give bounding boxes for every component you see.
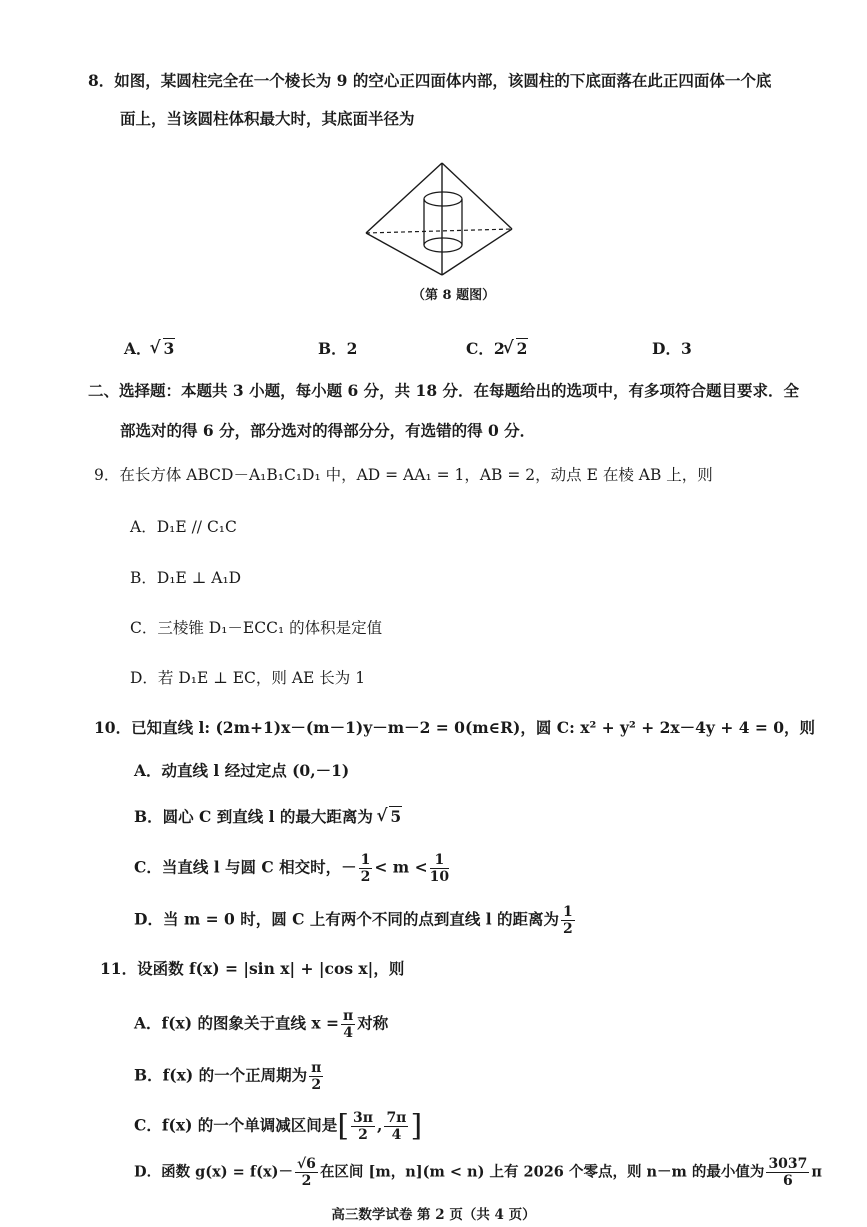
q10-option-b-value: 5 [390,807,402,826]
fraction [309,1060,323,1093]
section2-instructions-line2: 部选对的得 6 分，部分选对的得部分分，有选错的得 0 分． [120,421,536,440]
q10-option-b-text: B．圆心 C 到直线 l 的最大距离为 [134,807,379,826]
right-bracket: ] [410,1108,423,1144]
q10-option-d-text: D．当 m = 0 时，圆 C 上有两个不同的点到直线 l 的距离为 [134,909,560,929]
fraction [561,904,575,937]
q11-option-a-text: A．f(x) 的图象关于直线 x = [134,1013,340,1033]
numerator: 1 [360,852,371,868]
tetrahedron-cylinder-figure [362,157,522,287]
denominator: 2 [311,1077,322,1093]
q8-option-c [466,338,528,360]
q11-option-d-middle: 在区间 [m，n](m < n) 上有 2026 个零点，则 n－m 的最小值为 [319,1163,765,1181]
fraction [359,852,373,885]
q11-option-c [134,1110,422,1143]
q9-option-d: D．若 D₁E ⊥ EC，则 AE 长为 1 [130,669,366,687]
numerator: √6 [296,1156,316,1172]
q8-stem-line2: 面上，当该圆柱体积最大时，其底面半径为 [120,109,415,128]
fraction [351,1110,375,1143]
inequality-middle: < m < [374,857,428,877]
q11-option-b [134,1060,325,1093]
q10-option-c-text: C．当直线 l 与圆 C 相交时， [134,857,342,877]
numerator: 1 [430,852,449,869]
denominator: 2 [563,921,573,937]
fraction [341,1008,355,1041]
q11-option-c-text: C．f(x) 的一个单调减区间是 [134,1115,338,1135]
q10-stem: 10．已知直线 l: (2m+1)x－(m－1)y－m－2 = 0(m∈R)，圆 C: x² + y² + 2x－4y + 4 = 0，则 [94,718,816,737]
fraction [295,1156,318,1189]
page-footer: 高三数学试卷 第 2 页（共 4 页） [331,1207,536,1223]
numerator: π [343,1008,354,1024]
q11-option-b-text: B．f(x) 的一个正周期为 [134,1065,308,1085]
denominator: 10 [429,869,450,885]
numerator: 3037 [768,1156,808,1172]
sqrt-symbol [152,338,176,360]
numerator: 7π [386,1110,407,1126]
q11-option-d [134,1156,822,1189]
q9-option-a: A．D₁E // C₁C [130,518,237,536]
q8-figure-caption: （第 8 题图） [412,288,496,303]
fraction [766,1156,809,1189]
denominator: 2 [360,869,371,885]
q11-stem: 11．设函数 f(x) = |sin x| + |cos x|，则 [100,959,405,978]
denominator: 2 [358,1127,368,1143]
fraction [384,1110,408,1143]
section2-instructions-line1: 二、选择题：本题共 3 小题，每小题 6 分，共 18 分．在每题给出的选项中，有多项符合题目要求．全 [88,381,800,400]
q11-option-a [134,1008,388,1041]
left-bracket: [ [337,1108,350,1144]
q8-option-d: D．3 [652,339,692,358]
q8-option-c-label: C．2 [466,339,505,358]
q9-option-b: B．D₁E ⊥ A₁D [130,569,242,587]
comma: , [377,1115,383,1135]
q9-stem: 9．在长方体 ABCD－A₁B₁C₁D₁ 中，AD = AA₁ = 1，AB = 2，动点 E 在棱 AB 上，则 [94,466,713,484]
q8-stem-line1: 8．如图，某圆柱完全在一个棱长为 9 的空心正四面体内部，该圆柱的下底面落在此正四面体一个底 [88,71,772,90]
numerator: π [311,1060,322,1076]
q8-option-c-value: 2 [516,339,528,358]
denominator: 4 [343,1025,354,1041]
q8-option-a-label: A． [124,339,152,358]
numerator: 1 [563,904,573,920]
q10-option-c [134,852,451,885]
denominator: 6 [783,1173,793,1189]
sqrt-symbol [505,338,529,360]
denominator: 4 [391,1127,402,1143]
q9-option-c: C．三棱锥 D₁－ECC₁ 的体积是定值 [130,619,383,637]
q8-option-a [124,338,175,360]
numerator: 3π [353,1110,374,1126]
q11-option-a-suffix: 对称 [357,1013,389,1033]
minus-sign: － [341,857,357,877]
q10-option-d [134,904,577,937]
pi-symbol: π [811,1163,823,1181]
denominator: 2 [301,1173,312,1189]
q10-option-b [134,806,402,828]
q10-option-a: A．动直线 l 经过定点 (0,－1) [134,761,350,780]
q11-option-d-text: D．函数 g(x) = f(x)－ [134,1163,293,1181]
fraction [430,852,449,885]
sqrt-symbol [378,806,402,828]
q8-option-a-value: 3 [163,339,175,358]
q8-option-b: B．2 [318,339,358,358]
